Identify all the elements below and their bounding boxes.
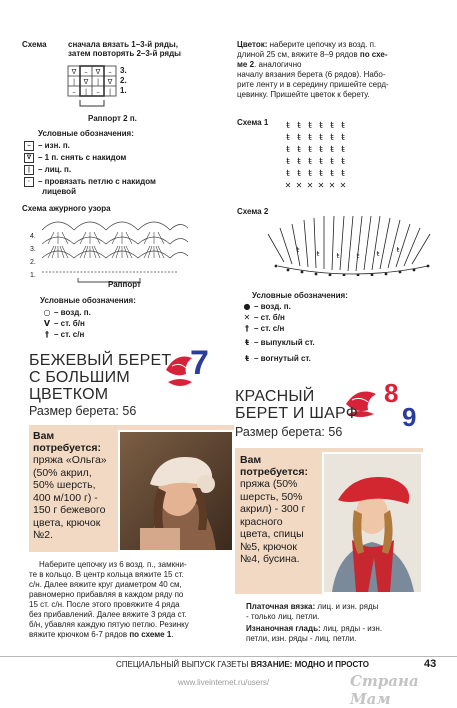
flower-instructions: Цветок: наберите цепочку из возд. п. длиной 25 см, вяжите 8–9 рядов по схе- ме 2. аналогично началу вязания берета (6 рядов). Набо- рите ленту и в середину пришейте серд- цевинку. Пришейте цветок к берету. — [237, 40, 389, 99]
svg-text:|: | — [84, 88, 88, 96]
beret1-title-line-3: ЦВЕТКОМ — [29, 386, 109, 403]
lace-legend-item: V – ст. б/н — [40, 319, 85, 329]
svg-text:ŧ: ŧ — [330, 145, 334, 155]
svg-text:ŧ: ŧ — [286, 169, 290, 179]
svg-text:ŧ: ŧ — [341, 121, 345, 131]
scheme-1-label: Схема 1 — [237, 118, 269, 127]
svg-text:ŧ: ŧ — [341, 157, 345, 167]
double-crochet-icon: † — [245, 324, 249, 333]
beret1-materials: Вам потребуется: пряжа «Ольга» (50% акрил, 50% шерсть, 400 м/100 г) - 150 г бежевого цвета, крючок №2. — [33, 430, 107, 541]
single-crochet-icon: V — [43, 319, 51, 328]
svg-text:|: | — [72, 78, 76, 86]
svg-text:ŧ: ŧ — [297, 157, 301, 167]
svg-text:ŧ: ŧ — [319, 169, 323, 179]
scheme-note-1: сначала вязать 1–3-й ряды, — [68, 40, 178, 49]
svg-text:ŧ: ŧ — [330, 133, 334, 143]
project-number-8: 8 — [384, 378, 399, 408]
beret1-title-line-1: БЕЖЕВЫЙ БЕРЕТ — [29, 352, 172, 369]
svg-text:ŧ: ŧ — [297, 133, 301, 143]
svg-text:ŧ: ŧ — [286, 145, 290, 155]
svg-text:ŧ: ŧ — [319, 145, 323, 155]
svg-text:ŧ: ŧ — [376, 250, 380, 258]
svg-text:ŧ: ŧ — [297, 121, 301, 131]
beret1-title-line-2: С БОЛЬШИМ — [29, 369, 130, 386]
legend-item: · – провязать петлю с накидом — [24, 177, 156, 187]
svg-text:ŧ: ŧ — [308, 145, 312, 155]
scheme-1-diagram — [282, 118, 362, 194]
svg-text:ŧ: ŧ — [330, 157, 334, 167]
svg-text:ŧ: ŧ — [308, 169, 312, 179]
legend-item: ∇ – 1 п. снять с накидом — [24, 153, 126, 163]
scheme-label: Схема — [22, 40, 47, 49]
svg-text:ŧ: ŧ — [319, 133, 323, 143]
svg-text:ŧ: ŧ — [319, 157, 323, 167]
svg-text:ŧ: ŧ — [308, 121, 312, 131]
watermark-logo: Страна Мам — [350, 672, 419, 708]
svg-text:✕: ✕ — [306, 181, 314, 190]
svg-text:∇: ∇ — [95, 68, 101, 76]
row-number-1: 1. — [120, 86, 127, 95]
beret2-photo — [322, 452, 423, 594]
page-number: 43 — [424, 658, 437, 670]
lace-scheme-label: Схема ажурного узора — [22, 204, 111, 213]
svg-text:✕: ✕ — [328, 181, 336, 190]
knit-icon: | — [24, 165, 34, 175]
beret2-title-line-2: БЕРЕТ И ШАРФ — [235, 405, 359, 422]
svg-text:ŧ: ŧ — [319, 121, 323, 131]
legend-item: – – изн. п. — [24, 141, 70, 151]
chain-stitch-icon: ○ — [43, 308, 51, 317]
row-number-2: 2. — [120, 76, 127, 85]
scheme-note-2: затем повторять 2–3-й ряды — [68, 49, 181, 58]
svg-text:✕: ✕ — [339, 181, 347, 190]
svg-text:–: – — [72, 88, 76, 96]
lace-row-2: 2. — [30, 259, 36, 266]
svg-text:|: | — [108, 88, 112, 96]
knit-with-yo-icon: · — [24, 177, 34, 187]
lace-row-1: 1. — [30, 272, 36, 279]
svg-text:–: – — [84, 68, 88, 76]
lace-row-3: 3. — [30, 246, 36, 253]
svg-text:ŧ: ŧ — [297, 145, 301, 155]
flower-legend-item: ● – возд. п. — [240, 302, 291, 312]
flower-label: Цветок: — [237, 40, 268, 49]
beret2-title-line-1: КРАСНЫЙ — [235, 388, 315, 405]
svg-text:ŧ: ŧ — [330, 169, 334, 179]
beret1-photo — [118, 430, 234, 552]
svg-text:ŧ: ŧ — [341, 169, 345, 179]
legend-title: Условные обозначения: — [38, 129, 134, 138]
legend-item-continued: лицевой — [42, 187, 76, 196]
rapport-label: Раппорт 2 п. — [88, 114, 137, 123]
svg-text:ŧ: ŧ — [341, 145, 345, 155]
lace-legend-item: † – ст. с/н — [40, 330, 84, 340]
svg-text:ŧ: ŧ — [286, 157, 290, 167]
lace-legend-title: Условные обозначения: — [40, 296, 136, 305]
slip-stitch-icon: ∇ — [24, 153, 34, 163]
source-url[interactable]: www.liveinternet.ru/users/ — [178, 678, 270, 687]
svg-text:ŧ: ŧ — [316, 250, 320, 258]
single-crochet-icon: ✕ — [243, 313, 251, 322]
svg-text:ŧ: ŧ — [341, 133, 345, 143]
beret2-size: Размер берета: 56 — [235, 425, 343, 439]
svg-text:–: – — [108, 68, 112, 76]
front-post-stitch-icon: ŧ — [245, 338, 249, 347]
flower-legend-title: Условные обозначения: — [252, 291, 348, 300]
svg-text:∇: ∇ — [83, 78, 89, 86]
row-number-3: 3. — [120, 66, 127, 75]
svg-text:ŧ: ŧ — [296, 246, 300, 254]
project-number-9: 9 — [402, 402, 417, 432]
svg-text:ŧ: ŧ — [297, 169, 301, 179]
svg-text:–: – — [96, 88, 100, 96]
svg-text:∇: ∇ — [107, 78, 113, 86]
lace-row-4: 4. — [30, 233, 36, 240]
svg-text:✕: ✕ — [295, 181, 303, 190]
svg-text:ŧ: ŧ — [308, 133, 312, 143]
scheme-2-diagram — [258, 210, 448, 276]
svg-text:∇: ∇ — [71, 68, 77, 76]
flower-legend-item: † – ст. с/н — [240, 324, 284, 334]
beret2-instructions: Платочная вязка: лиц. и изн. ряды - только лиц. петли. Изнаночная гладь: лиц. ряды - изн. петли, изн. ряды - лиц. петли. — [246, 602, 383, 643]
beret1-instructions: Наберите цепочку из 6 возд. п., замкни- те в кольцо. В центр кольца вяжите 15 ст. с/н. Далее вяжите круг диаметром 40 см, равномерно прибавляя в каждом ряду по 15 ст. с/н. После этого провяжите 4 ряда без прибавлений. Далее вяжите 3 ряда ст. б/н, убавляя каждую пятую петлю. Резинку вяжите крючком 6-7 рядов по схеме 1. — [29, 560, 189, 639]
svg-text:ŧ: ŧ — [336, 252, 340, 260]
footer-divider — [0, 656, 457, 657]
lace-legend-item: ○ – возд. п. — [40, 308, 91, 318]
chain-stitch-icon: ● — [243, 302, 251, 311]
svg-text:✕: ✕ — [317, 181, 325, 190]
beret2-materials: Вам потребуется: пряжа (50% шерсть, 50% акрил) - 300 г красного цвета, спицы №5, крючок №4, бусина. — [240, 454, 308, 565]
svg-text:|: | — [96, 78, 100, 86]
svg-text:ŧ: ŧ — [356, 252, 360, 260]
project-number-7: 7 — [190, 344, 209, 382]
lace-rapport: Раппорт — [108, 280, 141, 289]
back-post-stitch-icon: ŧ — [245, 354, 249, 363]
svg-text:ŧ: ŧ — [308, 157, 312, 167]
scheme-2-label: Схема 2 — [237, 207, 269, 216]
footer-publication: СПЕЦИАЛЬНЫЙ ВЫПУСК ГАЗЕТЫ ВЯЗАНИЕ: МОДНО И ПРОСТО — [116, 660, 369, 669]
flower-legend-item: ŧ – выпуклый ст. — [240, 338, 315, 348]
flower-legend-item: ✕ – ст. б/н — [240, 313, 285, 323]
legend-item: | – лиц. п. — [24, 165, 71, 175]
beret1-size: Размер берета: 56 — [29, 404, 137, 418]
flower-legend-item: ŧ – вогнутый ст. — [240, 354, 311, 364]
svg-text:ŧ: ŧ — [286, 133, 290, 143]
double-crochet-icon: † — [45, 330, 49, 339]
purl-icon: – — [24, 141, 34, 151]
svg-text:ŧ: ŧ — [286, 121, 290, 131]
svg-text:ŧ: ŧ — [396, 246, 400, 254]
svg-text:ŧ: ŧ — [330, 121, 334, 131]
svg-text:✕: ✕ — [284, 181, 292, 190]
